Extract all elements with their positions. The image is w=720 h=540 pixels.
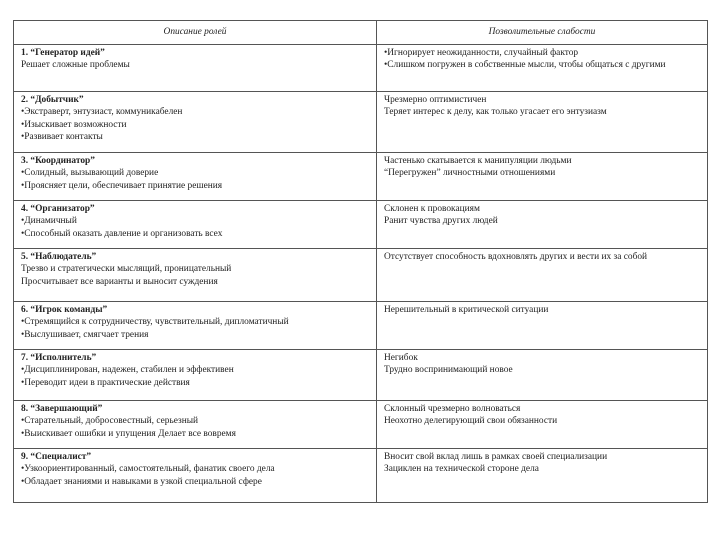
role-weakness: Вносит свой вклад лишь в рамках своей специализации [384,452,608,462]
role-trait: Просчитывает все варианты и выносит суждения [21,276,218,287]
role-weakness: Теряет интерес к делу, как только угасает его энтузиазм [384,107,607,118]
role-title: 5. “Наблюдатель” [21,252,97,262]
role-weakness: Трудно воспринимающий новое [384,365,513,376]
role-weakness: Нерешительный в критической ситуации [384,305,549,315]
role-trait: Решает сложные проблемы [21,60,130,71]
role-description-cell [14,201,377,249]
role-description-cell [14,153,377,201]
role-weakness-cell [377,92,708,153]
role-weakness: “Перегружен” личностными отношениями [384,168,556,179]
role-trait: •Узкоориентированный, самостоятельный, фанатик своего дела [21,464,275,475]
role-title: 2. “Добытчик” [21,95,84,105]
header-role-description: Описание ролей [14,21,377,45]
role-weakness: Негибок [384,353,418,363]
role-title: 4. “Организатор” [21,204,95,214]
role-description-cell [14,45,377,92]
role-trait: •Способный оказать давление и организовать всех [21,228,223,239]
role-description-cell [14,92,377,153]
role-weakness-cell [377,449,708,503]
role-description-cell [14,449,377,503]
role-weakness-cell [377,45,708,92]
role-weakness: Ранит чувства других людей [384,216,498,227]
role-weakness: Склонный чрезмерно волноваться [384,404,521,414]
roles-table [13,20,708,503]
table-row [14,201,708,249]
role-trait: Трезво и стратегически мыслящий, проницательный [21,264,232,275]
role-weakness-cell [377,302,708,350]
role-weakness: •Слишком погружен в собственные мысли, чтобы общаться с другими [384,60,666,71]
role-description-cell [14,401,377,449]
role-trait: •Старательный, добросовестный, серьезный [21,416,199,427]
role-weakness: Отсутствует способность вдохновлять других и вести их за собой [384,252,648,262]
role-title: 1. “Генератор идей” [21,48,105,58]
role-weakness-cell [377,401,708,449]
role-trait: •Дисциплинирован, надежен, стабилен и эффективен [21,365,234,376]
role-trait: •Переводит идеи в практические действия [21,377,190,388]
role-trait: •Выискивает ошибки и упущения Делает все вовремя [21,428,236,439]
table-row [14,350,708,401]
role-title: 8. “Завершающий” [21,404,103,414]
table-row [14,92,708,153]
role-weakness-cell [377,153,708,201]
role-trait: •Солидный, вызывающий доверие [21,168,159,179]
role-description-cell [14,350,377,401]
role-title: 3. “Координатор” [21,156,95,166]
role-weakness: Зациклен на технической стороне дела [384,464,539,475]
role-description-cell [14,249,377,302]
role-trait: •Изыскивает возможности [21,119,127,130]
table-row [14,302,708,350]
role-trait: •Развивает контакты [21,131,103,142]
table-body [14,45,708,503]
role-trait: •Динамичный [21,216,77,227]
table-row [14,153,708,201]
role-title: 6. “Игрок команды” [21,305,108,315]
role-title: 9. “Специалист” [21,452,92,462]
role-weakness: •Игнорирует неожиданности, случайный фактор [384,48,579,58]
role-trait: •Выслушивает, смягчает трения [21,329,149,340]
role-description-cell [14,302,377,350]
role-weakness-cell [377,201,708,249]
role-weakness: Чрезмерно оптимистичен [384,95,487,105]
table-header-row [14,21,708,45]
table-row [14,401,708,449]
table-row [14,249,708,302]
role-trait: •Обладает знаниями и навыками в узкой специальной сфере [21,476,262,487]
role-trait: •Стремящийся к сотрудничеству, чувствительный, дипломатичный [21,317,289,328]
role-weakness-cell [377,350,708,401]
role-weakness: Склонен к провокациям [384,204,480,214]
table-row [14,45,708,92]
role-weakness: Частенько скатывается к манипуляции людьми [384,156,572,166]
role-weakness-cell [377,249,708,302]
role-title: 7. “Исполнитель” [21,353,97,363]
role-weakness: Неохотно делегирующий свои обязанности [384,416,558,427]
header-allowable-weaknesses: Позволительные слабости [377,21,708,45]
table-row [14,449,708,503]
role-trait: •Проясняет цели, обеспечивает принятие решения [21,180,223,191]
role-trait: •Экстраверт, энтузиаст, коммуникабелен [21,107,183,118]
